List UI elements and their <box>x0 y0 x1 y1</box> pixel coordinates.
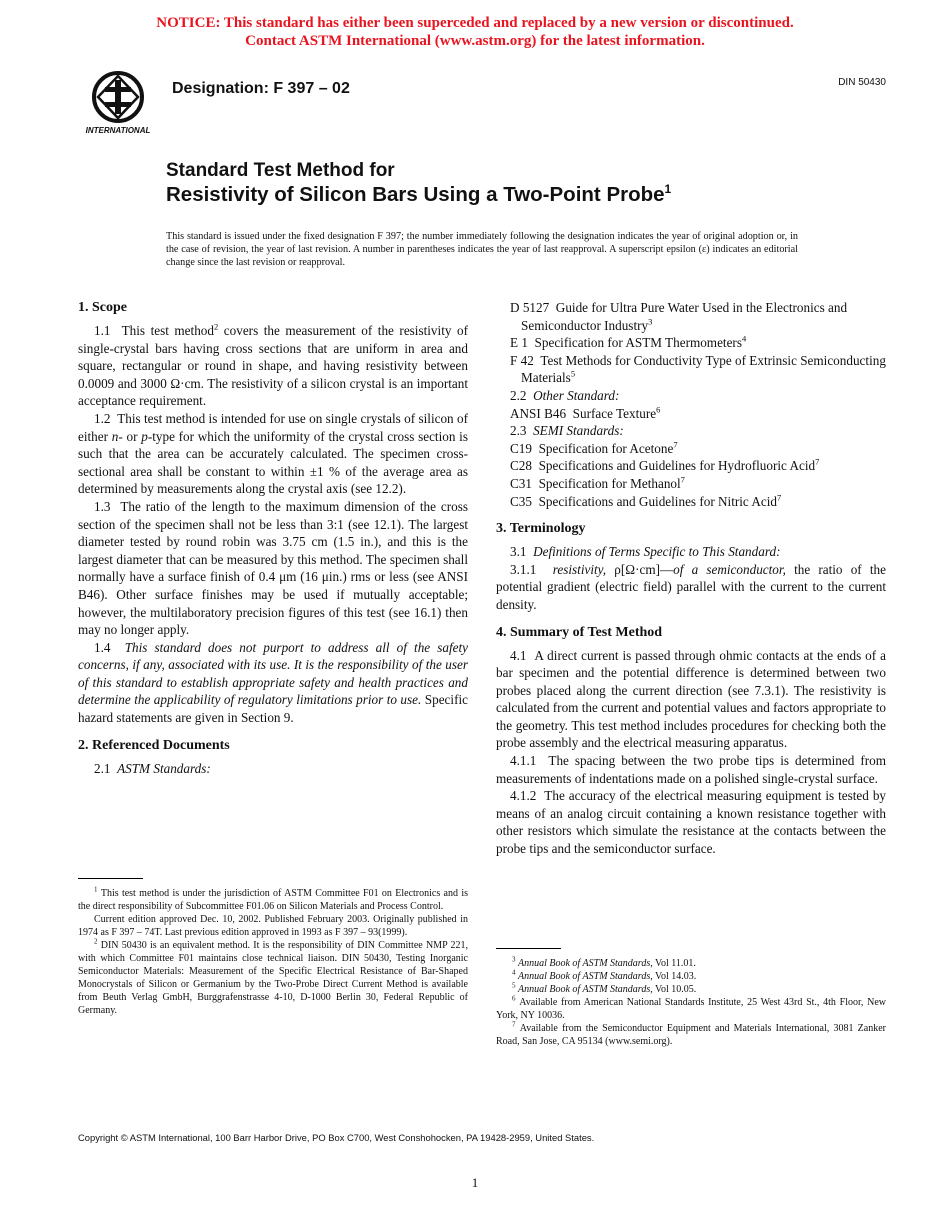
footnote-1 <box>78 887 468 913</box>
footnote-ref: 3 <box>648 316 653 327</box>
astm-logo <box>78 68 158 136</box>
para-number: 2.1 <box>94 760 111 776</box>
para-2-3 <box>496 422 886 440</box>
ref-item <box>496 457 886 475</box>
term-qualifier: of a semiconductor, <box>673 561 786 577</box>
document-title <box>166 160 671 207</box>
footnote-number: 3 <box>512 955 516 964</box>
footnote-ref: 2 <box>213 321 219 332</box>
para-number: 3.1.1 <box>510 561 537 577</box>
para-1-2 <box>78 410 468 498</box>
para-3-1-1 <box>496 561 886 614</box>
ref-item <box>496 405 886 423</box>
section-summary-heading: 4. Summary of Test Method <box>496 624 663 640</box>
footnote-1-edition: Current edition approved Dec. 10, 2002. Published February 2003. Originally published in 1974 as F 397 – 74T. Last previous edition approved in 1993 as F 397 – 93(1999). <box>78 914 468 938</box>
footnote-ref: 7 <box>777 492 782 503</box>
ref-title: Specification for ASTM Thermometers <box>534 335 742 351</box>
para-number: 4.1.2 <box>510 788 537 804</box>
para-number: 4.1 <box>510 647 527 663</box>
para-1-1 <box>78 322 468 410</box>
footnote-ref: 7 <box>815 456 820 467</box>
section-scope-heading: 1. Scope <box>78 300 127 315</box>
footnote-ref: 7 <box>680 474 685 485</box>
ref-code: E 1 <box>510 335 528 351</box>
ref-title: Specification for Methanol <box>538 475 681 491</box>
para-1-3 <box>78 498 468 639</box>
para-label: Definitions of Terms Specific to This Standard: <box>533 544 781 560</box>
footnote-3 <box>496 957 886 970</box>
para-text: the ratio of the potential gradient (electric field) parallel with the current to the current density. <box>496 561 886 612</box>
para-text: The ratio of the length to the maximum dimension of the cross section of the specimen shall not be less than 3:1 (see 12.1). The largest diameter tested by round robin was 3.75 cm (1.5 in.), and this is the largest diameter that can be measured by this method. The specimen shall normally have a surface finish of 0.4 μm (16 μin.) rms or less (see ANSI B46). Other surface finishes may be used if mutually acceptable; however, the multilaboratory precision figures of this test (see 16.1) then may no longer apply. <box>78 498 469 638</box>
ref-item <box>496 299 886 334</box>
footnote-text: Available from American National Standards Institute, 25 West 43rd St., 4th Floor, New York, NY 10036. <box>496 997 886 1021</box>
ref-item <box>496 334 886 352</box>
para-number: 1.2 <box>94 410 111 426</box>
para-2-1 <box>78 760 468 778</box>
para-text: This test method is intended for use on single crystals of silicon of either <box>78 410 468 444</box>
footnote-text: This test method is under the jurisdiction of ASTM Committee F01 on Electronics and is the direct responsibility of Subcommittee F01.06 on Silicon Materials and Process Control. <box>78 888 468 912</box>
footnote-text: , Vol 14.03. <box>650 971 697 982</box>
ref-item <box>496 352 886 387</box>
para-4-1-1 <box>496 752 886 787</box>
page-number: 1 <box>471 1175 479 1190</box>
para-3-1 <box>496 543 886 561</box>
ref-code: F 42 <box>510 352 534 368</box>
footnote-ref: 5 <box>570 368 576 379</box>
footnote-2 <box>78 939 468 1017</box>
para-number: 1.4 <box>94 639 111 655</box>
ref-title: Test Methods for Conductivity Type of Extrinsic Semiconducting Materials <box>521 352 886 386</box>
footnote-ref: 6 <box>656 404 661 415</box>
para-number: 1.1 <box>94 323 111 338</box>
footnote-number: 1 <box>94 885 98 894</box>
astm-logo-icon <box>78 68 158 136</box>
term: resistivity, <box>552 561 607 577</box>
title-main: Resistivity of Silicon Bars Using a Two-Point Probe <box>166 183 665 206</box>
footnote-number: 6 <box>512 994 516 1003</box>
para-label: Other Standard: <box>533 387 620 403</box>
para-text: - or <box>118 428 142 444</box>
title-footnote-ref: 1 <box>664 182 672 197</box>
para-4-1-2 <box>496 787 886 857</box>
term-symbol: ρ[Ω·cm]— <box>606 561 674 577</box>
italic-n: n <box>111 428 119 444</box>
title-line-1: Standard Test Method for <box>166 160 395 181</box>
ref-code: ANSI B46 <box>510 405 567 421</box>
section-referenced-heading: 2. Referenced Documents <box>78 737 230 753</box>
italic-p: p <box>141 428 148 444</box>
logo-wordmark: INTERNATIONAL <box>85 126 151 135</box>
para-text: The accuracy of the electrical measuring equipment is tested by means of an analog circuit containing a known resistance together with other resistors which simulate the resistance at the contacts between the probe tips and the semiconductor surface. <box>496 788 887 857</box>
para-number: 1.3 <box>94 498 111 514</box>
ref-code: C28 <box>510 458 532 474</box>
para-1-4 <box>78 639 468 727</box>
para-number: 2.2 <box>510 387 527 403</box>
ref-title: Surface Texture <box>572 405 657 421</box>
para-text: A direct current is passed through ohmic contacts at the ends of a bar specimen and the potential difference is determined between two probes placed along the current direction (see 7.3.1). The resistivity is calculated from the current and potential values and factors appropriate to the geometry. This test method includes procedures for checking both the probe assembly and the electrical measuring apparatus. <box>496 647 886 751</box>
notice-line-1: NOTICE: This standard has either been superceded and replaced by a new version or discontinued. <box>156 15 794 31</box>
ref-item <box>496 440 886 458</box>
footnote-ref: 4 <box>741 333 747 344</box>
para-text: The spacing between the two probe tips is determined from measurements of indentations made on a polished single-crystal surface. <box>496 753 886 786</box>
footnote-rule-right <box>496 948 561 949</box>
ref-code: C31 <box>510 475 532 491</box>
section-terminology-heading: 3. Terminology <box>496 521 586 537</box>
ref-item <box>496 475 886 493</box>
footnote-title: Annual Book of ASTM Standards <box>518 971 651 982</box>
left-column <box>78 299 468 777</box>
issuance-statement: This standard is issued under the fixed designation F 397; the number immediately following the designation indicates the year of original adoption or, in the case of revision, the year of last revision. A number in parentheses indicates the year of last reapproval. A superscript epsilon (ε) indicates an editorial change since the last revision or reapproval. <box>166 231 798 268</box>
para-number: 2.3 <box>510 423 527 439</box>
footnote-title: Annual Book of ASTM Standards <box>518 984 651 995</box>
footnote-ref: 7 <box>673 439 678 450</box>
footnote-number: 7 <box>512 1020 516 1029</box>
para-4-1 <box>496 647 886 753</box>
designation: Designation: F 397 – 02 <box>172 80 350 97</box>
ref-code: C19 <box>510 440 532 456</box>
para-label: ASTM Standards: <box>117 760 211 776</box>
din-reference: DIN 50430 <box>838 77 886 88</box>
para-number: 3.1 <box>510 544 527 560</box>
para-label: SEMI Standards: <box>533 423 624 439</box>
para-2-2 <box>496 387 886 405</box>
notice-line-2: Contact ASTM International (www.astm.org) for the latest information. <box>245 33 705 49</box>
ref-title: Specification for Acetone <box>538 440 674 456</box>
ref-title: Specifications and Guidelines for Hydrofluoric Acid <box>538 458 816 474</box>
footnote-number: 2 <box>94 937 98 946</box>
footnote-text: Available from the Semiconductor Equipment and Materials International, 3081 Zanker Road, San Jose, CA 95134 (www.semi.org). <box>496 1023 886 1047</box>
footnote-rule-left <box>78 878 143 879</box>
footnote-number: 4 <box>512 968 516 977</box>
footnotes-left <box>78 887 468 1017</box>
footnote-text: , Vol 10.05. <box>650 984 697 995</box>
right-column <box>496 299 886 858</box>
ref-title: Guide for Ultra Pure Water Used in the Electronics and Semiconductor Industry <box>521 300 848 333</box>
ref-code: C35 <box>510 493 532 509</box>
footnote-4 <box>496 970 886 983</box>
footnotes-right <box>496 957 886 1048</box>
footnote-6 <box>496 996 886 1022</box>
para-text: -type for which the uniformity of the crystal cross section is such that the area can be accurately calculated. The specimen cross-sectional area shall be constant to within ±1 % of the average area as determined by measurements along the crystal axis (see 12.2). <box>78 428 468 497</box>
ref-code: D 5127 <box>510 300 550 315</box>
footnote-number: 5 <box>512 981 516 990</box>
safety-caveat: This standard does not purport to address all of the safety concerns, if any, associated with its use. It is the responsibility of the user of this standard to establish appropriate safety and health practices and determine the applicability of regulatory limitations prior to use. <box>78 639 468 708</box>
footnote-text: DIN 50430 is an equivalent method. It is the responsibility of DIN Committee NMP 221, with which Committee F01 maintains close technical liaison. DIN 50430, Testing Inorganic Semiconductor Materials: Measurement of the Specific Electrical Resistance of Bar-Shaped Monocrystals of Silicon or Germanium by the Two-Probe Direct Current Method is available from Beuth Verlag GmbH, Burggrafenstrasse 4-10, D-1000 Berlin 30, Federal Republic of Germany. <box>78 940 469 1016</box>
ref-title: Specifications and Guidelines for Nitric Acid <box>538 493 777 509</box>
copyright: Copyright © ASTM International, 100 Barr Harbor Drive, PO Box C700, West Conshohocken, PA 19428-2959, United States. <box>78 1132 595 1143</box>
ref-item <box>496 493 886 511</box>
title-line-2 <box>166 182 671 207</box>
para-text: covers the measurement of the resistivity of single-crystal bars having cross sections that are uniform in area and square, rectangular or round in shape, and having resistivity between 0.0009 and 3000 Ω·cm. The resistivity of a silicon crystal is an important acceptance requirement. <box>78 323 468 409</box>
para-text: This test method <box>121 323 214 338</box>
notice-banner <box>0 14 950 50</box>
footnote-7 <box>496 1022 886 1048</box>
footnote-title: Annual Book of ASTM Standards <box>518 958 651 969</box>
footnote-text: , Vol 11.01. <box>650 958 696 969</box>
para-number: 4.1.1 <box>510 753 537 769</box>
para-text: Specific hazard statements are given in Section 9. <box>78 692 468 726</box>
footnote-5 <box>496 983 886 996</box>
